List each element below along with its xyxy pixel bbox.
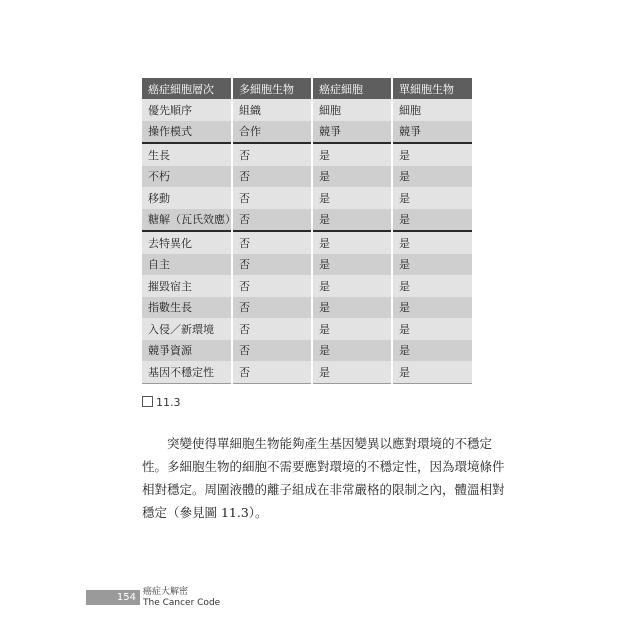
header-cell: 單細胞生物 <box>392 78 472 99</box>
table-row <box>142 340 472 362</box>
table-cell: 否 <box>232 209 312 232</box>
table-cell: 否 <box>232 187 312 209</box>
figure-number: 11.3 <box>156 396 181 409</box>
row-label-cell: 不朽 <box>142 166 232 188</box>
row-label-cell: 優先順序 <box>142 99 232 121</box>
table-cell: 是 <box>312 166 392 188</box>
table-cell: 否 <box>232 275 312 297</box>
row-label-cell: 生長 <box>142 143 232 166</box>
table-cell: 否 <box>232 361 312 383</box>
table-cell: 是 <box>312 187 392 209</box>
comparison-table <box>142 78 472 384</box>
row-label-cell: 糖解（瓦氏效應） <box>142 209 232 232</box>
table-cell: 是 <box>312 143 392 166</box>
row-label-cell: 自主 <box>142 254 232 276</box>
table-cell: 是 <box>392 231 472 254</box>
row-label-cell: 競爭資源 <box>142 340 232 362</box>
paragraph-line: 性。多細胞生物的細胞不需要應對環境的不穩定性，因為環境條件 <box>142 459 505 474</box>
table-row <box>142 209 472 232</box>
table-cell: 否 <box>232 254 312 276</box>
row-label-cell: 入侵／新環境 <box>142 318 232 340</box>
table-cell: 是 <box>392 318 472 340</box>
table-header-row <box>142 78 472 99</box>
figure-icon <box>142 396 153 407</box>
table-row <box>142 297 472 319</box>
table-row <box>142 254 472 276</box>
table-cell: 是 <box>312 297 392 319</box>
table-cell: 是 <box>312 231 392 254</box>
table-cell: 是 <box>392 254 472 276</box>
table-cell: 否 <box>232 297 312 319</box>
row-label-cell: 操作模式 <box>142 121 232 144</box>
body-paragraph <box>142 432 505 524</box>
table-cell: 否 <box>232 166 312 188</box>
paragraph-line: 相對穩定。周圍液體的離子組成在非常嚴格的限制之內，體溫相對 <box>142 482 505 497</box>
table-cell: 是 <box>312 254 392 276</box>
table-cell: 是 <box>392 209 472 232</box>
paragraph-line: 突變使得單細胞生物能夠產生基因變異以應對環境的不穩定 <box>142 436 493 451</box>
table-cell: 細胞 <box>312 99 392 121</box>
table-row <box>142 187 472 209</box>
table-cell: 細胞 <box>392 99 472 121</box>
table-row <box>142 231 472 254</box>
table-cell: 競爭 <box>392 121 472 144</box>
table-cell: 是 <box>392 143 472 166</box>
table-row <box>142 143 472 166</box>
header-cell: 癌症細胞層次 <box>142 78 232 99</box>
table-cell: 是 <box>392 361 472 383</box>
table-row <box>142 318 472 340</box>
row-label-cell: 指數生長 <box>142 297 232 319</box>
table-row <box>142 166 472 188</box>
table-cell: 否 <box>232 143 312 166</box>
table-cell: 是 <box>312 361 392 383</box>
paragraph-line: 穩定（參見圖 11.3）。 <box>142 505 268 520</box>
table-cell: 否 <box>232 231 312 254</box>
table-cell: 是 <box>312 209 392 232</box>
table-cell: 是 <box>312 275 392 297</box>
table-cell: 是 <box>312 340 392 362</box>
table-cell: 是 <box>312 318 392 340</box>
table-cell: 競爭 <box>312 121 392 144</box>
table-cell: 是 <box>392 275 472 297</box>
table-cell: 是 <box>392 187 472 209</box>
row-label-cell: 移動 <box>142 187 232 209</box>
table-cell: 組織 <box>232 99 312 121</box>
table-row <box>142 121 472 144</box>
page-number: 154 <box>86 590 140 605</box>
book-title: 癌症大解密 <box>143 587 189 597</box>
table-cell: 是 <box>392 166 472 188</box>
running-footer <box>143 587 220 609</box>
table-row <box>142 275 472 297</box>
header-cell: 癌症細胞 <box>312 78 392 99</box>
row-label-cell: 基因不穩定性 <box>142 361 232 383</box>
table-cell: 是 <box>392 297 472 319</box>
book-subtitle: The Cancer Code <box>143 598 221 608</box>
table-cell: 是 <box>392 340 472 362</box>
header-cell: 多細胞生物 <box>232 78 312 99</box>
table-row <box>142 99 472 121</box>
table-row <box>142 361 472 383</box>
table-cell: 否 <box>232 318 312 340</box>
table-cell: 合作 <box>232 121 312 144</box>
row-label-cell: 去特異化 <box>142 231 232 254</box>
row-label-cell: 摧毀宿主 <box>142 275 232 297</box>
figure-caption <box>142 396 181 409</box>
table-cell: 否 <box>232 340 312 362</box>
